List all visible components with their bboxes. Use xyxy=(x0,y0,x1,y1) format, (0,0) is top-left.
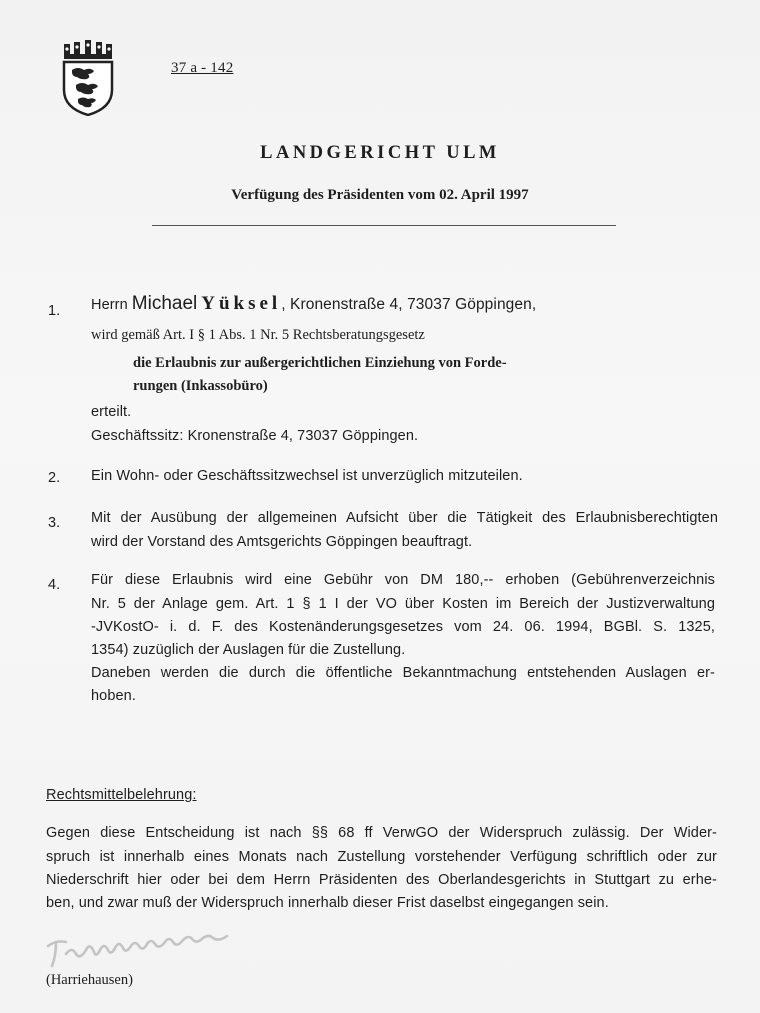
item-3-line-2: wird der Vorstand des Amtsgerichts Göppingen beauftragt. xyxy=(91,534,473,550)
appeal-line-4: ben, und zwar muß der Widerspruch innerhalb dieser Frist daselbst eingegangen sein. xyxy=(46,895,609,911)
business-seat: Geschäftssitz: Kronenstraße 4, 73037 Göppingen. xyxy=(91,428,419,444)
appeal-heading: Rechtsmittelbelehrung: xyxy=(46,787,197,803)
recipient-address: , Kronenstraße 4, 73037 Göppingen, xyxy=(281,296,537,313)
recipient-last-name: Yüksel xyxy=(201,293,282,314)
appeal-line-1: Gegen diese Entscheidung ist nach §§ 68 ff VerwGO der Widerspruch zulässig. Der Wider- xyxy=(46,825,717,841)
item-3-line-1: Mit der Ausübung der allgemeinen Aufsicht über die Tätigkeit des Erlaubnisberechtigten xyxy=(91,510,718,526)
item-4-number: 4. xyxy=(48,577,61,593)
item-4-line-4: 1354) zuzüglich der Auslagen für die Zustellung. xyxy=(91,642,406,658)
item-4-line-1: Für diese Erlaubnis wird eine Gebühr von DM 180,-- erhoben (Gebührenverzeichnis xyxy=(91,572,715,588)
recipient-first-name: Michael xyxy=(131,293,198,314)
item-3-number: 3. xyxy=(48,515,61,531)
item-4-line-2: Nr. 5 der Anlage gem. Art. 1 § 1 I der VO über Kosten im Bereich der Justizverwaltung xyxy=(91,596,715,612)
legal-basis: wird gemäß Art. I § 1 Abs. 1 Nr. 5 Rechtsberatungsgesetz xyxy=(91,327,425,343)
item-4-line-3: -JVKostO- i. d. F. des Kostenänderungsgesetzes vom 24. 06. 1994, BGBl. S. 1325, xyxy=(91,619,715,635)
salutation: Herrn xyxy=(91,297,128,313)
granted-text: erteilt. xyxy=(91,404,132,420)
file-reference: 37 a - 142 xyxy=(171,60,234,76)
item-2-number: 2. xyxy=(48,470,61,486)
order-heading: Verfügung des Präsidenten vom 02. April 1997 xyxy=(231,187,529,203)
header-divider xyxy=(152,225,616,226)
item-1-number: 1. xyxy=(48,303,61,319)
court-name: LANDGERICHT ULM xyxy=(260,143,500,163)
item-2-text: Ein Wohn- oder Geschäftssitzwechsel ist unverzüglich mitzuteilen. xyxy=(91,468,523,484)
permission-text-line-2: rungen (Inkassobüro) xyxy=(133,378,268,394)
item-4-line-6: hoben. xyxy=(91,688,136,704)
appeal-line-3: Niederschrift hier oder bei dem Herrn Präsidenten des Oberlandesgerichts in Stuttgart zu erhe- xyxy=(46,872,717,888)
coat-of-arms-icon xyxy=(58,40,118,116)
appeal-line-2: spruch ist innerhalb eines Monats nach Zustellung vorstehender Verfügung schriftlich oder zur xyxy=(46,849,717,865)
permission-text-line-1: die Erlaubnis zur außergerichtlichen Einziehung von Forde- xyxy=(133,355,507,371)
item-4-line-5: Daneben werden die durch die öffentliche Bekanntmachung entstehenden Auslagen er- xyxy=(91,665,715,681)
handwritten-signature xyxy=(44,924,294,972)
item-1-recipient xyxy=(91,293,536,315)
signatory-name: (Harriehausen) xyxy=(46,972,133,988)
